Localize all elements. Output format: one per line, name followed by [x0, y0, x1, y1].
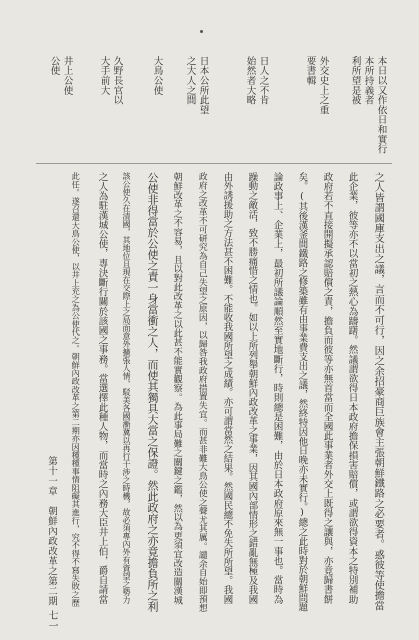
annotation-line: 大手前大 [98, 56, 110, 96]
annotation-line: 之大人之間 [184, 56, 196, 105]
body-line: 該公使久在清國，其地位且現在交際上之局面意外擴張人情，駁美各國漸冀以再行干涉之時機，故必須專內外有資望之勢力 [122, 172, 131, 604]
body-line: 朝鮮改革之不容易，且以對此改革之以此甚不能實觀察。為此事局難之關鍵之鑑，然以為更須宜改造關漢城 [171, 172, 183, 605]
body-line: 矣。(其後漢釜間鐵路之修築雖有由事業費支出之議，然終特因他日晚亦未實行。)總之此時對於朝鮮問題 [296, 172, 308, 612]
page-number: 七一 [46, 610, 57, 631]
body-line: 政府之改革不可研究為自己失望之原因，以歸咎我政府措置失宜。而甚非難大鳥公使之聲尤其厲。譴余自始即預想 [196, 172, 207, 612]
annotation-line: 始然者大略 [244, 56, 256, 105]
annotation-line: 外交史上之重 [317, 56, 329, 115]
body-line: 之人為駐漢城公使，專決斷行關於該國之事務。當選擇此種人物，而當時之內務大臣井上伯，爵自請當 [96, 172, 108, 604]
body-line: 由外誘援助之方法甚不困難。不能收我國所望之成績。亦可謂當然之結果。然國民總不免失所所望。我國 [221, 172, 233, 604]
body-line: 公使非得當於公使之責一身當衝之人，而使其獨具大當之保證。然此政府之亦竟擔負所之利 [146, 172, 159, 612]
chapter-heading: 第十一章 朝鮮內政改革之第二期 [46, 456, 57, 606]
annotation-line: 本所持義者 [362, 56, 374, 105]
body-line: 躁動之敵活，致不勝痛惜之情也。如以上所列舉朝鮮內政改革之事業，因其國內部情形之錯亂無極及我國 [246, 172, 258, 604]
page-dot [200, 30, 203, 33]
body-line: 此任。遂召還大鳥公使，以井上充之為公使代之。朝鮮內政改革之第二期亦因種種事情阻礙其進行，究不得不寫失敗之歷 [71, 172, 82, 607]
annotation-line: 日人之不肯 [257, 56, 269, 105]
annotation-line: 要書輯 [304, 56, 316, 86]
annotation-line: 利所望是被 [349, 56, 361, 105]
annotation-line: 公使 [48, 56, 60, 76]
body-line: 政府若不直接開擬承認賠償之責，擔負而彼等亦無首當而全國此事業者外交上既得之讓與，亦竟歸書餅 [321, 172, 333, 604]
annotation-line: 大鳥公使 [151, 56, 163, 96]
divider-rule [36, 163, 392, 164]
annotation-line: 久野長官以 [111, 56, 123, 105]
annotation-line: 本日以又作依日和實行 [375, 56, 387, 154]
annotation-line: 日本公所此望 [197, 56, 209, 115]
body-line: 之人皆謂國庫支出之議，言而不可行，因之余招豪商巨族會主張朝鮮鐵路之必要者。惑彼等使擔當 [372, 172, 384, 611]
body-line: 此企業，彼等亦不以當初之熱心為躊躇。然議謂欲得日本政府擔保損害賠償，或謂欲得資本之特別補助 [346, 172, 358, 604]
annotation-line: 井上公使 [61, 56, 73, 96]
body-line: 論政事上、企業上，最初所議論順然至實地斷行，時則總是困難，由於日本政府原來無一事也。當時為 [271, 172, 283, 604]
